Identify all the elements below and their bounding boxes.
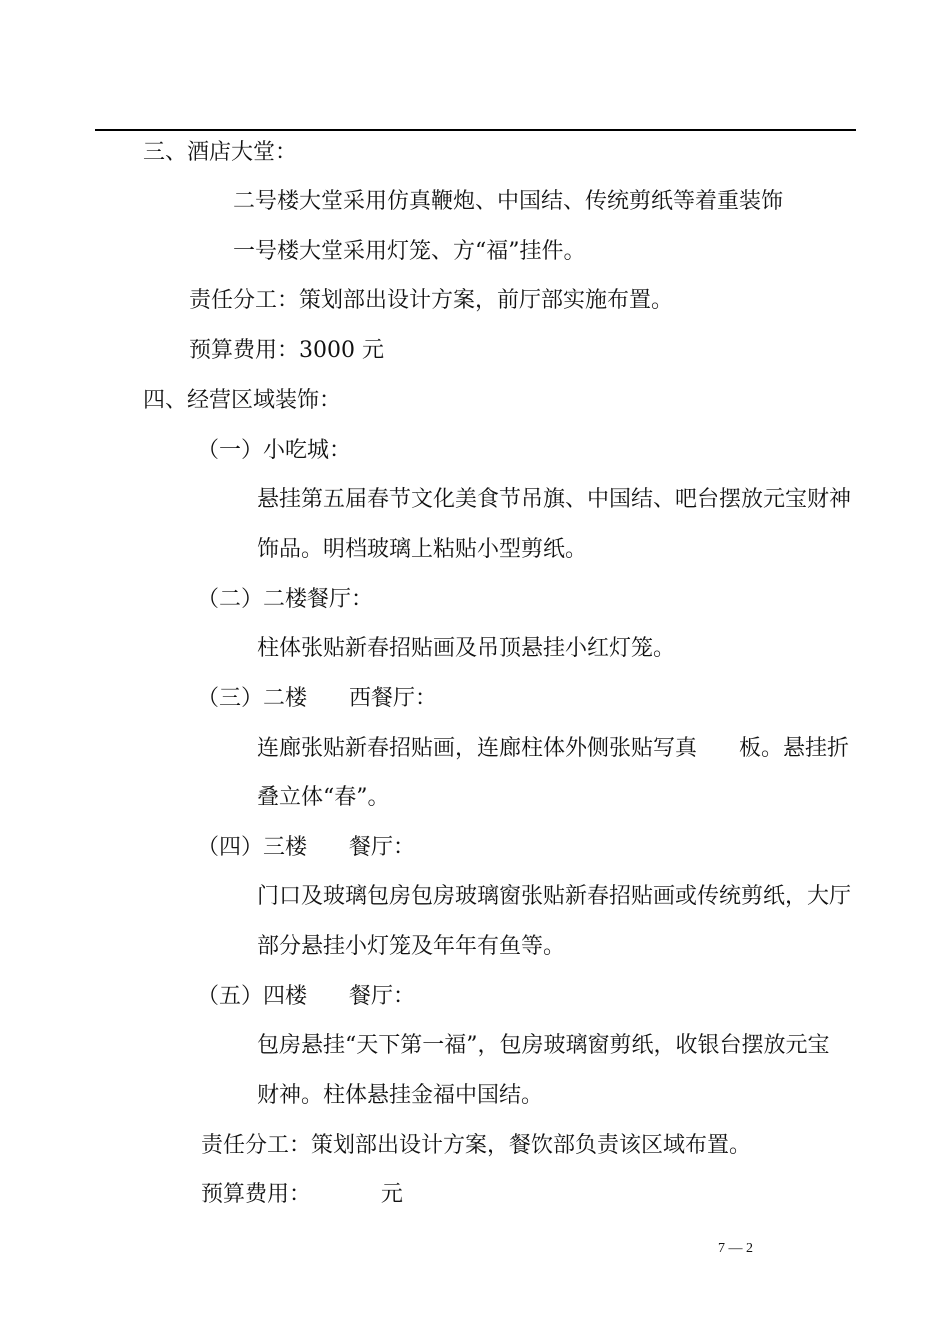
page-number: 7 — 2: [718, 1241, 753, 1256]
subsection-4-line-2: 部分悬挂小灯笼及年年有鱼等。: [257, 934, 566, 959]
section-3-line-2: 一号楼大堂采用灯笼、方“福”挂件。: [233, 239, 586, 264]
section-3-responsibility: 责任分工：策划部出设计方案，前厅部实施布置。: [189, 288, 674, 313]
subsection-2-line-1: 柱体张贴新春招贴画及吊顶悬挂小红灯笼。: [257, 636, 676, 661]
section-4-heading: 四、经营区域装饰：: [143, 388, 342, 413]
section-4-responsibility: 责任分工：策划部出设计方案，餐饮部负责该区域布置。: [201, 1133, 752, 1158]
subsection-3-title: （三）二楼 西餐厅：: [197, 686, 437, 711]
subsection-2-title: （二）二楼餐厅：: [197, 587, 374, 612]
subsection-3-line-1: 连廊张贴新春招贴画，连廊柱体外侧张贴写真 板。悬挂折: [257, 736, 849, 761]
section-3-line-1: 二号楼大堂采用仿真鞭炮、中国结、传统剪纸等着重装饰: [233, 189, 784, 214]
subsection-4-line-1: 门口及玻璃包房包房玻璃窗张贴新春招贴画或传统剪纸，大厅: [257, 884, 852, 909]
subsection-3-line-2: 叠立体“春”。: [257, 785, 390, 810]
subsection-5-line-1: 包房悬挂“天下第一福”，包房玻璃窗剪纸，收银台摆放元宝: [257, 1033, 830, 1058]
header-rule: [95, 129, 856, 131]
subsection-1-line-1: 悬挂第五届春节文化美食节吊旗、中国结、吧台摆放元宝财神: [257, 487, 852, 512]
subsection-1-title: （一）小吃城：: [197, 438, 352, 463]
section-3-heading: 三、酒店大堂：: [143, 140, 298, 165]
section-3-budget: 预算费用：3000 元: [189, 338, 384, 363]
subsection-1-line-2: 饰品。明档玻璃上粘贴小型剪纸。: [257, 537, 588, 562]
subsection-4-title: （四）三楼 餐厅：: [197, 835, 415, 860]
subsection-5-line-2: 财神。柱体悬挂金福中国结。: [257, 1083, 544, 1108]
subsection-5-title: （五）四楼 餐厅：: [197, 984, 415, 1009]
section-4-budget: 预算费用： 元: [201, 1182, 403, 1207]
